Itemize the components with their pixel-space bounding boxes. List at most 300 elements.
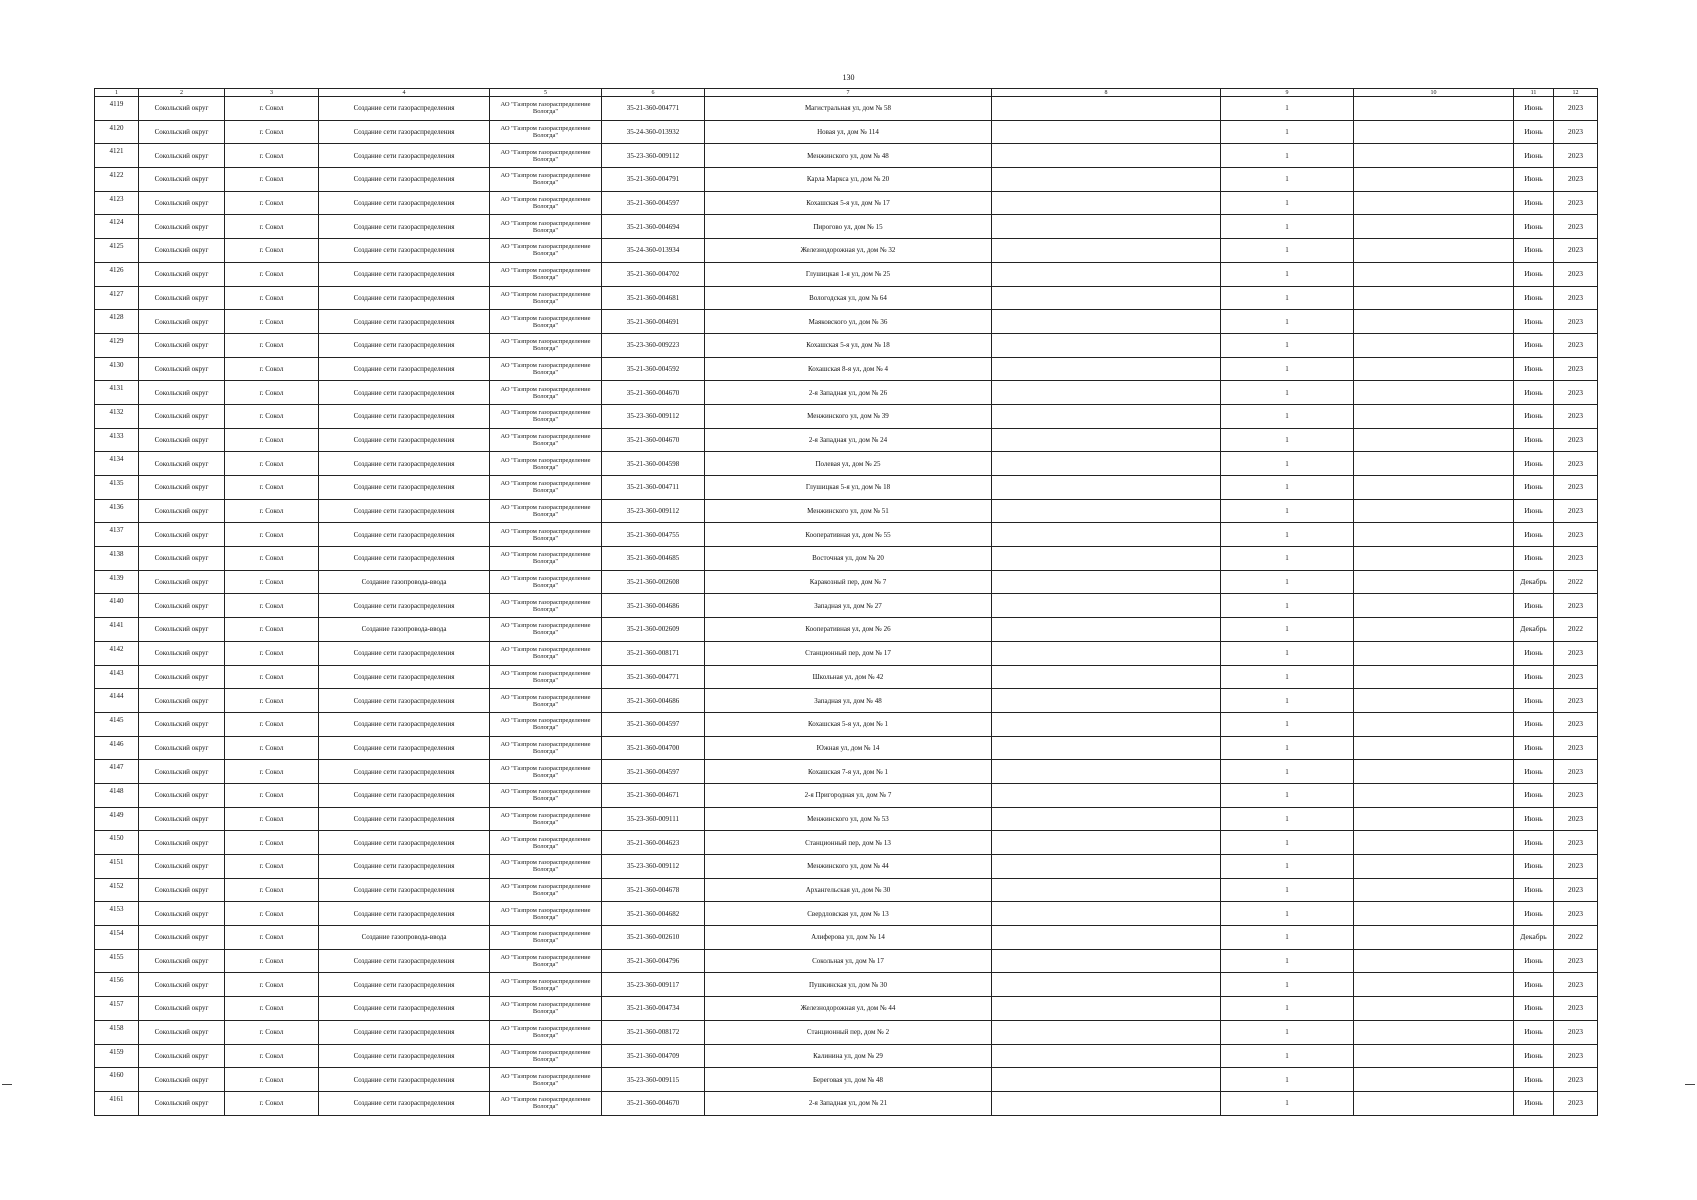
count-cell: 1 [1221, 831, 1354, 855]
year-cell: 2023 [1554, 286, 1598, 310]
year-cell: 2023 [1554, 949, 1598, 973]
district-cell: Сокольский округ [139, 949, 225, 973]
col-10-cell [1354, 926, 1514, 950]
table-row [95, 97, 1598, 121]
month-cell: Июнь [1514, 594, 1554, 618]
count-cell: 1 [1221, 855, 1354, 879]
col-10-cell [1354, 357, 1514, 381]
cadastral-number-cell: 35-21-360-004685 [602, 547, 705, 571]
col-8-cell [992, 547, 1221, 571]
col-8-cell [992, 855, 1221, 879]
district-cell: Сокольский округ [139, 736, 225, 760]
town-cell: г. Сокол [225, 404, 319, 428]
organization-cell: АО "Газпром газораспределение Вологда" [490, 1020, 602, 1044]
count-cell: 1 [1221, 239, 1354, 263]
work-type-cell: Создание сети газораспределения [319, 428, 490, 452]
work-type-cell: Создание сети газораспределения [319, 949, 490, 973]
row-id-cell: 4154 [95, 926, 139, 950]
organization-cell: АО "Газпром газораспределение Вологда" [490, 523, 602, 547]
month-cell: Июнь [1514, 689, 1554, 713]
row-id-cell: 4145 [95, 712, 139, 736]
cadastral-number-cell: 35-21-360-004592 [602, 357, 705, 381]
cadastral-number-cell: 35-21-360-004771 [602, 665, 705, 689]
table-row [95, 855, 1598, 879]
col-8-cell [992, 831, 1221, 855]
month-cell: Июнь [1514, 902, 1554, 926]
col-8-cell [992, 973, 1221, 997]
cadastral-number-cell: 35-21-360-008172 [602, 1020, 705, 1044]
organization-cell: АО "Газпром газораспределение Вологда" [490, 831, 602, 855]
col-8-cell [992, 570, 1221, 594]
work-type-cell: Создание газопровода-ввода [319, 926, 490, 950]
col-10-cell [1354, 831, 1514, 855]
count-cell: 1 [1221, 215, 1354, 239]
row-id-cell: 4127 [95, 286, 139, 310]
month-cell: Июнь [1514, 712, 1554, 736]
town-cell: г. Сокол [225, 689, 319, 713]
month-cell: Июнь [1514, 476, 1554, 500]
address-cell: Кооперативная ул, дом № 55 [705, 523, 992, 547]
organization-cell: АО "Газпром газораспределение Вологда" [490, 641, 602, 665]
col-10-cell [1354, 144, 1514, 168]
month-cell: Июнь [1514, 1044, 1554, 1068]
address-cell: Кохашская 5-я ул, дом № 17 [705, 191, 992, 215]
month-cell: Июнь [1514, 547, 1554, 571]
row-id-cell: 4144 [95, 689, 139, 713]
cadastral-number-cell: 35-21-360-004702 [602, 262, 705, 286]
table-row [95, 783, 1598, 807]
district-cell: Сокольский округ [139, 878, 225, 902]
town-cell: г. Сокол [225, 499, 319, 523]
town-cell: г. Сокол [225, 523, 319, 547]
organization-cell: АО "Газпром газораспределение Вологда" [490, 760, 602, 784]
row-id-cell: 4132 [95, 404, 139, 428]
year-cell: 2023 [1554, 878, 1598, 902]
table-row [95, 191, 1598, 215]
work-type-cell: Создание сети газораспределения [319, 1068, 490, 1092]
work-type-cell: Создание сети газораспределения [319, 262, 490, 286]
cadastral-number-cell: 35-21-360-004597 [602, 760, 705, 784]
row-id-cell: 4121 [95, 144, 139, 168]
col-10-cell [1354, 120, 1514, 144]
district-cell: Сокольский округ [139, 902, 225, 926]
col-8-cell [992, 1044, 1221, 1068]
col-8-cell [992, 997, 1221, 1021]
right-edge-mark [1685, 1084, 1695, 1085]
page-number: 130 [842, 73, 855, 82]
town-cell: г. Сокол [225, 594, 319, 618]
table-row [95, 878, 1598, 902]
work-type-cell: Создание сети газораспределения [319, 547, 490, 571]
cadastral-number-cell: 35-23-360-009112 [602, 144, 705, 168]
col-10-cell [1354, 452, 1514, 476]
organization-cell: АО "Газпром газораспределение Вологда" [490, 594, 602, 618]
address-cell: Маяковского ул, дом № 36 [705, 310, 992, 334]
district-cell: Сокольский округ [139, 239, 225, 263]
address-cell: Кохашская 5-я ул, дом № 1 [705, 712, 992, 736]
address-cell: Кохашская 8-я ул, дом № 4 [705, 357, 992, 381]
month-cell: Декабрь [1514, 570, 1554, 594]
column-header: 6 [602, 89, 705, 97]
row-id-cell: 4133 [95, 428, 139, 452]
col-8-cell [992, 760, 1221, 784]
table-row [95, 760, 1598, 784]
district-cell: Сокольский округ [139, 831, 225, 855]
town-cell: г. Сокол [225, 1020, 319, 1044]
work-type-cell: Создание сети газораспределения [319, 286, 490, 310]
month-cell: Июнь [1514, 949, 1554, 973]
month-cell: Июнь [1514, 997, 1554, 1021]
month-cell: Июнь [1514, 215, 1554, 239]
column-header: 1 [95, 89, 139, 97]
month-cell: Июнь [1514, 760, 1554, 784]
organization-cell: АО "Газпром газораспределение Вологда" [490, 476, 602, 500]
work-type-cell: Создание сети газораспределения [319, 523, 490, 547]
organization-cell: АО "Газпром газораспределение Вологда" [490, 618, 602, 642]
month-cell: Декабрь [1514, 618, 1554, 642]
col-10-cell [1354, 168, 1514, 192]
district-cell: Сокольский округ [139, 641, 225, 665]
work-type-cell: Создание сети газораспределения [319, 333, 490, 357]
district-cell: Сокольский округ [139, 1044, 225, 1068]
work-type-cell: Создание сети газораспределения [319, 168, 490, 192]
count-cell: 1 [1221, 618, 1354, 642]
col-8-cell [992, 404, 1221, 428]
organization-cell: АО "Газпром газораспределение Вологда" [490, 120, 602, 144]
count-cell: 1 [1221, 499, 1354, 523]
town-cell: г. Сокол [225, 428, 319, 452]
town-cell: г. Сокол [225, 760, 319, 784]
row-id-cell: 4122 [95, 168, 139, 192]
district-cell: Сокольский округ [139, 712, 225, 736]
district-cell: Сокольский округ [139, 499, 225, 523]
table-row [95, 1068, 1598, 1092]
work-type-cell: Создание сети газораспределения [319, 831, 490, 855]
year-cell: 2023 [1554, 499, 1598, 523]
table-row [95, 902, 1598, 926]
town-cell: г. Сокол [225, 807, 319, 831]
year-cell: 2023 [1554, 594, 1598, 618]
cadastral-number-cell: 35-23-360-009111 [602, 807, 705, 831]
organization-cell: АО "Газпром газораспределение Вологда" [490, 807, 602, 831]
table-row [95, 618, 1598, 642]
count-cell: 1 [1221, 878, 1354, 902]
town-cell: г. Сокол [225, 973, 319, 997]
col-10-cell [1354, 262, 1514, 286]
table-row [95, 239, 1598, 263]
organization-cell: АО "Газпром газораспределение Вологда" [490, 665, 602, 689]
table-row [95, 523, 1598, 547]
count-cell: 1 [1221, 712, 1354, 736]
month-cell: Июнь [1514, 1020, 1554, 1044]
address-cell: 2-я Западная ул, дом № 21 [705, 1091, 992, 1115]
year-cell: 2023 [1554, 807, 1598, 831]
count-cell: 1 [1221, 310, 1354, 334]
table-row [95, 949, 1598, 973]
table-header [95, 89, 1598, 97]
organization-cell: АО "Газпром газораспределение Вологда" [490, 926, 602, 950]
table-row [95, 736, 1598, 760]
work-type-cell: Создание газопровода-ввода [319, 570, 490, 594]
month-cell: Июнь [1514, 855, 1554, 879]
col-8-cell [992, 97, 1221, 121]
col-8-cell [992, 191, 1221, 215]
year-cell: 2023 [1554, 144, 1598, 168]
col-8-cell [992, 736, 1221, 760]
cadastral-number-cell: 35-21-360-004597 [602, 191, 705, 215]
address-cell: Глушицкая 5-я ул, дом № 18 [705, 476, 992, 500]
address-cell: Вологодская ул, дом № 64 [705, 286, 992, 310]
table-row [95, 973, 1598, 997]
address-cell: Менжинского ул, дом № 48 [705, 144, 992, 168]
table-row [95, 499, 1598, 523]
count-cell: 1 [1221, 286, 1354, 310]
col-10-cell [1354, 1091, 1514, 1115]
address-cell: Станционный пер, дом № 13 [705, 831, 992, 855]
town-cell: г. Сокол [225, 1091, 319, 1115]
row-id-cell: 4119 [95, 97, 139, 121]
town-cell: г. Сокол [225, 997, 319, 1021]
address-cell: Кохашская 7-я ул, дом № 1 [705, 760, 992, 784]
table-row [95, 144, 1598, 168]
month-cell: Июнь [1514, 168, 1554, 192]
table-row [95, 381, 1598, 405]
month-cell: Июнь [1514, 262, 1554, 286]
address-cell: Железнодорожная ул, дом № 32 [705, 239, 992, 263]
cadastral-number-cell: 35-21-360-004670 [602, 428, 705, 452]
col-8-cell [992, 807, 1221, 831]
col-10-cell [1354, 381, 1514, 405]
row-id-cell: 4160 [95, 1068, 139, 1092]
work-type-cell: Создание сети газораспределения [319, 215, 490, 239]
col-10-cell [1354, 1068, 1514, 1092]
table-row [95, 926, 1598, 950]
cadastral-number-cell: 35-21-360-004711 [602, 476, 705, 500]
month-cell: Июнь [1514, 191, 1554, 215]
organization-cell: АО "Газпром газораспределение Вологда" [490, 855, 602, 879]
month-cell: Июнь [1514, 333, 1554, 357]
table-row [95, 1091, 1598, 1115]
row-id-cell: 4153 [95, 902, 139, 926]
col-8-cell [992, 428, 1221, 452]
town-cell: г. Сокол [225, 855, 319, 879]
cadastral-number-cell: 35-23-360-009115 [602, 1068, 705, 1092]
cadastral-number-cell: 35-21-360-004709 [602, 1044, 705, 1068]
town-cell: г. Сокол [225, 783, 319, 807]
col-8-cell [992, 949, 1221, 973]
table-row [95, 452, 1598, 476]
month-cell: Июнь [1514, 878, 1554, 902]
organization-cell: АО "Газпром газораспределение Вологда" [490, 381, 602, 405]
col-10-cell [1354, 973, 1514, 997]
col-10-cell [1354, 736, 1514, 760]
col-8-cell [992, 902, 1221, 926]
work-type-cell: Создание сети газораспределения [319, 357, 490, 381]
table-row [95, 547, 1598, 571]
year-cell: 2023 [1554, 333, 1598, 357]
district-cell: Сокольский округ [139, 1068, 225, 1092]
row-id-cell: 4148 [95, 783, 139, 807]
col-8-cell [992, 878, 1221, 902]
district-cell: Сокольский округ [139, 120, 225, 144]
cadastral-number-cell: 35-21-360-004678 [602, 878, 705, 902]
work-type-cell: Создание сети газораспределения [319, 1020, 490, 1044]
work-type-cell: Создание сети газораспределения [319, 973, 490, 997]
address-cell: Калинина ул, дом № 29 [705, 1044, 992, 1068]
col-8-cell [992, 262, 1221, 286]
work-type-cell: Создание сети газораспределения [319, 689, 490, 713]
year-cell: 2023 [1554, 310, 1598, 334]
work-type-cell: Создание сети газораспределения [319, 404, 490, 428]
year-cell: 2023 [1554, 1044, 1598, 1068]
year-cell: 2023 [1554, 120, 1598, 144]
district-cell: Сокольский округ [139, 310, 225, 334]
count-cell: 1 [1221, 641, 1354, 665]
count-cell: 1 [1221, 902, 1354, 926]
organization-cell: АО "Газпром газораспределение Вологда" [490, 262, 602, 286]
cadastral-number-cell: 35-21-360-004686 [602, 594, 705, 618]
table-row [95, 831, 1598, 855]
cadastral-number-cell: 35-24-360-013932 [602, 120, 705, 144]
district-cell: Сокольский округ [139, 97, 225, 121]
col-10-cell [1354, 215, 1514, 239]
row-id-cell: 4138 [95, 547, 139, 571]
col-8-cell [992, 499, 1221, 523]
count-cell: 1 [1221, 594, 1354, 618]
year-cell: 2023 [1554, 1091, 1598, 1115]
year-cell: 2023 [1554, 262, 1598, 286]
district-cell: Сокольский округ [139, 523, 225, 547]
col-8-cell [992, 783, 1221, 807]
col-10-cell [1354, 239, 1514, 263]
organization-cell: АО "Газпром газораспределение Вологда" [490, 1044, 602, 1068]
count-cell: 1 [1221, 926, 1354, 950]
row-id-cell: 4146 [95, 736, 139, 760]
month-cell: Июнь [1514, 831, 1554, 855]
address-cell: Станционный пер, дом № 2 [705, 1020, 992, 1044]
cadastral-number-cell: 35-21-360-002610 [602, 926, 705, 950]
town-cell: г. Сокол [225, 144, 319, 168]
address-cell: Магистральная ул, дом № 58 [705, 97, 992, 121]
work-type-cell: Создание сети газораспределения [319, 736, 490, 760]
count-cell: 1 [1221, 736, 1354, 760]
table-row [95, 689, 1598, 713]
data-table [94, 88, 1598, 1116]
cadastral-number-cell: 35-24-360-013934 [602, 239, 705, 263]
count-cell: 1 [1221, 428, 1354, 452]
cadastral-number-cell: 35-21-360-004771 [602, 97, 705, 121]
col-8-cell [992, 712, 1221, 736]
row-id-cell: 4159 [95, 1044, 139, 1068]
col-10-cell [1354, 97, 1514, 121]
month-cell: Июнь [1514, 286, 1554, 310]
column-header: 2 [139, 89, 225, 97]
col-10-cell [1354, 760, 1514, 784]
year-cell: 2022 [1554, 618, 1598, 642]
row-id-cell: 4124 [95, 215, 139, 239]
col-8-cell [992, 926, 1221, 950]
year-cell: 2023 [1554, 973, 1598, 997]
district-cell: Сокольский округ [139, 1020, 225, 1044]
town-cell: г. Сокол [225, 712, 319, 736]
year-cell: 2023 [1554, 783, 1598, 807]
row-id-cell: 4126 [95, 262, 139, 286]
year-cell: 2023 [1554, 476, 1598, 500]
month-cell: Июнь [1514, 665, 1554, 689]
month-cell: Декабрь [1514, 926, 1554, 950]
table-row [95, 712, 1598, 736]
cadastral-number-cell: 35-21-360-004700 [602, 736, 705, 760]
cadastral-number-cell: 35-23-360-009223 [602, 333, 705, 357]
row-id-cell: 4149 [95, 807, 139, 831]
organization-cell: АО "Газпром газораспределение Вологда" [490, 428, 602, 452]
cadastral-number-cell: 35-21-360-004686 [602, 689, 705, 713]
organization-cell: АО "Газпром газораспределение Вологда" [490, 1068, 602, 1092]
district-cell: Сокольский округ [139, 926, 225, 950]
col-10-cell [1354, 807, 1514, 831]
town-cell: г. Сокол [225, 618, 319, 642]
col-10-cell [1354, 641, 1514, 665]
cadastral-number-cell: 35-21-360-008171 [602, 641, 705, 665]
work-type-cell: Создание сети газораспределения [319, 1091, 490, 1115]
town-cell: г. Сокол [225, 570, 319, 594]
town-cell: г. Сокол [225, 665, 319, 689]
count-cell: 1 [1221, 144, 1354, 168]
town-cell: г. Сокол [225, 926, 319, 950]
month-cell: Июнь [1514, 499, 1554, 523]
work-type-cell: Создание сети газораспределения [319, 594, 490, 618]
cadastral-number-cell: 35-23-360-009112 [602, 404, 705, 428]
row-id-cell: 4135 [95, 476, 139, 500]
count-cell: 1 [1221, 689, 1354, 713]
row-id-cell: 4128 [95, 310, 139, 334]
district-cell: Сокольский округ [139, 760, 225, 784]
month-cell: Июнь [1514, 97, 1554, 121]
address-cell: Западная ул, дом № 27 [705, 594, 992, 618]
col-10-cell [1354, 618, 1514, 642]
cadastral-number-cell: 35-21-360-002609 [602, 618, 705, 642]
month-cell: Июнь [1514, 1091, 1554, 1115]
col-10-cell [1354, 286, 1514, 310]
work-type-cell: Создание сети газораспределения [319, 144, 490, 168]
col-8-cell [992, 168, 1221, 192]
address-cell: Школьная ул, дом № 42 [705, 665, 992, 689]
col-10-cell [1354, 1044, 1514, 1068]
table-row [95, 310, 1598, 334]
table-row [95, 570, 1598, 594]
cadastral-number-cell: 35-21-360-004691 [602, 310, 705, 334]
town-cell: г. Сокол [225, 310, 319, 334]
count-cell: 1 [1221, 807, 1354, 831]
col-10-cell [1354, 428, 1514, 452]
address-cell: Кохашская 5-я ул, дом № 18 [705, 333, 992, 357]
row-id-cell: 4129 [95, 333, 139, 357]
count-cell: 1 [1221, 1044, 1354, 1068]
town-cell: г. Сокол [225, 878, 319, 902]
work-type-cell: Создание сети газораспределения [319, 878, 490, 902]
count-cell: 1 [1221, 381, 1354, 405]
year-cell: 2023 [1554, 357, 1598, 381]
work-type-cell: Создание сети газораспределения [319, 499, 490, 523]
col-8-cell [992, 310, 1221, 334]
address-cell: Менжинского ул, дом № 39 [705, 404, 992, 428]
column-header: 3 [225, 89, 319, 97]
row-id-cell: 4137 [95, 523, 139, 547]
organization-cell: АО "Газпром газораспределение Вологда" [490, 878, 602, 902]
table-row [95, 120, 1598, 144]
col-8-cell [992, 1091, 1221, 1115]
work-type-cell: Создание сети газораспределения [319, 120, 490, 144]
